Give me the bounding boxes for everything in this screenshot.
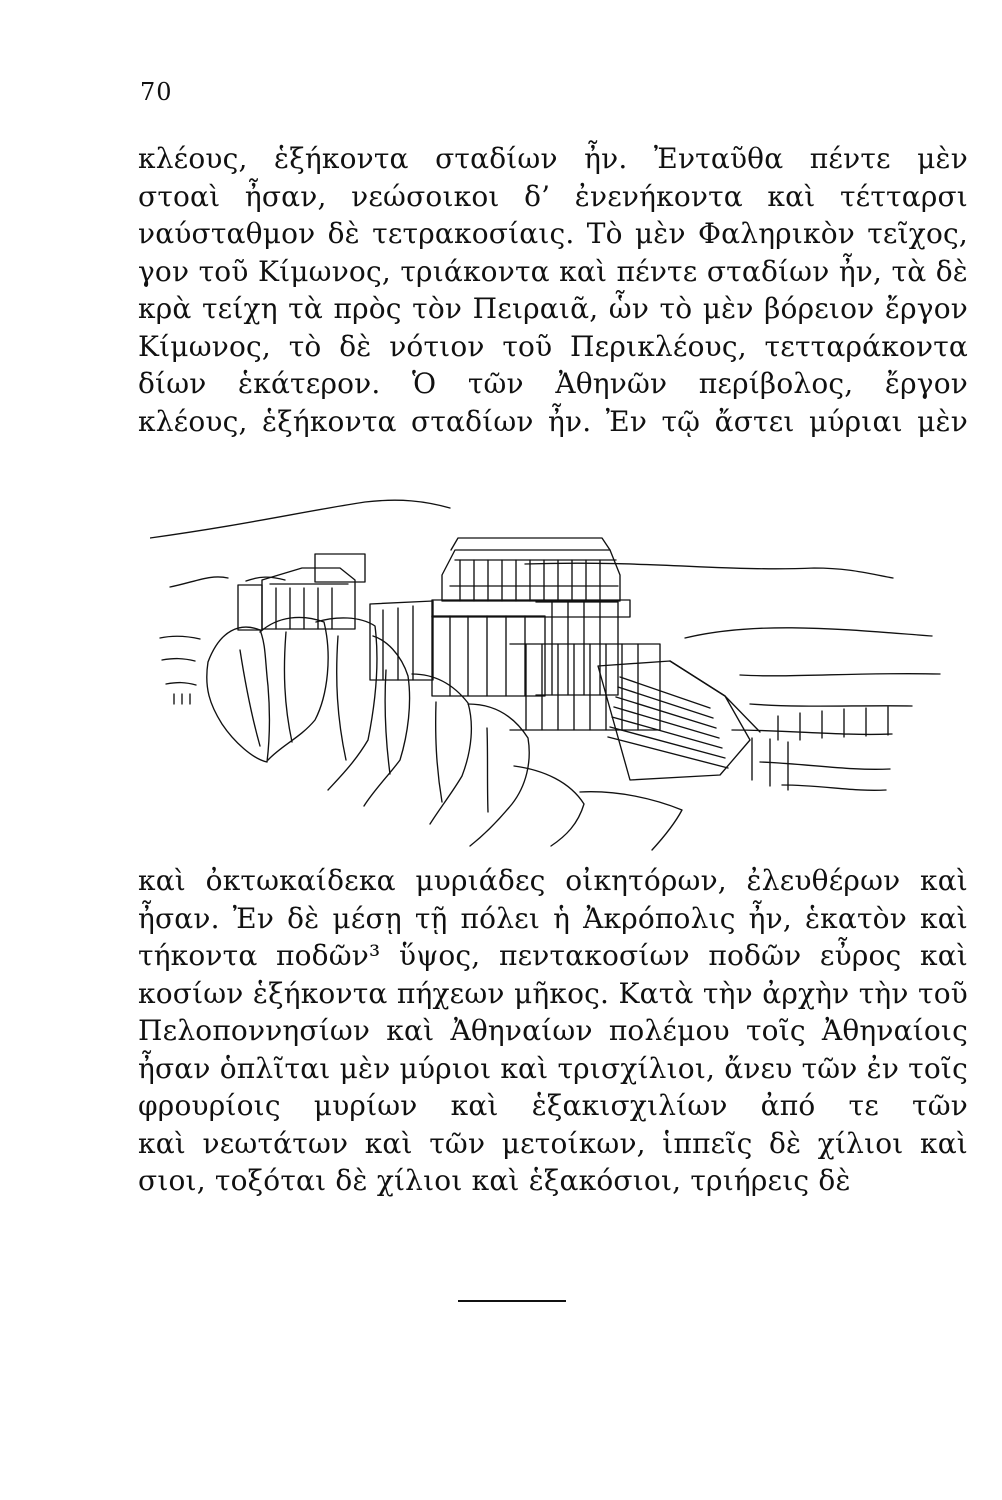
text-line: δίων ἑκάτερον. Ὁ τῶν Ἀθηνῶν περίβολος, ἔργον — [138, 367, 968, 400]
text-line: γον τοῦ Κίμωνος, τριάκοντα καὶ πέντε σταδίων ἦν, τὰ δὲ — [138, 254, 968, 288]
acropolis-sketch — [150, 490, 950, 855]
left-edge-lines — [160, 636, 200, 704]
footer-rule — [458, 1300, 566, 1302]
text-line: καὶ ὀκτωκαίδεκα μυριάδες οἰκητόρων, ἐλευθέρων καὶ — [138, 864, 968, 897]
text-line: ναύσταθμον δὲ τετρακοσίαις. Τὸ μὲν Φαληρικὸν τεῖχος, — [138, 217, 968, 250]
text-line: Κίμωνος, τὸ δὲ νότιον τοῦ Περικλέους, τετταράκοντα — [138, 329, 968, 363]
text-line: ἦσαν. Ἐν δὲ μέσῃ τῇ πόλει ἡ Ἀκρόπολις ἦν, ἑκατὸν καὶ — [138, 901, 968, 935]
far-hills-line — [525, 563, 893, 578]
central-walls — [370, 601, 660, 730]
hill-right-line — [685, 628, 932, 638]
text-line: στοαὶ ἦσαν, νεώσοικοι δ’ ἐνενήκοντα καὶ τέτταρσι — [138, 179, 968, 213]
text-line: κλέους, ἑξήκοντα σταδίων ἦν. Ἐνταῦθα πέντε μὲν — [138, 142, 968, 175]
bottom-paragraph — [138, 862, 968, 1200]
top-paragraph — [138, 140, 968, 440]
page-number: 70 — [140, 78, 173, 106]
rocks — [207, 617, 682, 850]
text-line: κρὰ τείχη τὰ πρὸς τὸν Πειραιᾶ, ὧν τὸ μὲν βόρειον ἔργον — [138, 292, 968, 325]
right-hillside-lines — [732, 674, 940, 791]
text-line: φρουρίοις μυρίων καὶ ἑξακισχιλίων ἀπό τε τῶν — [138, 1089, 968, 1122]
text-line: Πελοποννησίων καὶ Ἀθηναίων πολέμου τοῖς Ἀθηναίοις — [138, 1014, 968, 1047]
text-line: κοσίων ἑξήκοντα πήχεων μῆκος. Κατὰ τὴν ἀρχὴν τὴν τοῦ — [138, 976, 968, 1010]
text-line: καὶ νεωτάτων καὶ τῶν μετοίκων, ἱππεῖς δὲ χίλιοι καὶ — [138, 1126, 968, 1160]
text-line: κλέους, ἑξήκοντα σταδίων ἦν. Ἐν τῷ ἄστει μύριαι μὲν — [138, 404, 968, 438]
horizon-line — [150, 500, 450, 538]
text-line: τήκοντα ποδῶν³ ὕψος, πεντακοσίων ποδῶν εὖρος καὶ — [138, 939, 968, 972]
text-line: ἦσαν ὁπλῖται μὲν μύριοι καὶ τρισχίλιοι, ἄνευ τῶν ἐν τοῖς — [138, 1051, 968, 1085]
text-line: σιοι, τοξόται δὲ χίλιοι καὶ ἑξακόσιοι, τριήρεις δὲ — [138, 1164, 851, 1197]
acropolis-illustration — [150, 490, 950, 855]
